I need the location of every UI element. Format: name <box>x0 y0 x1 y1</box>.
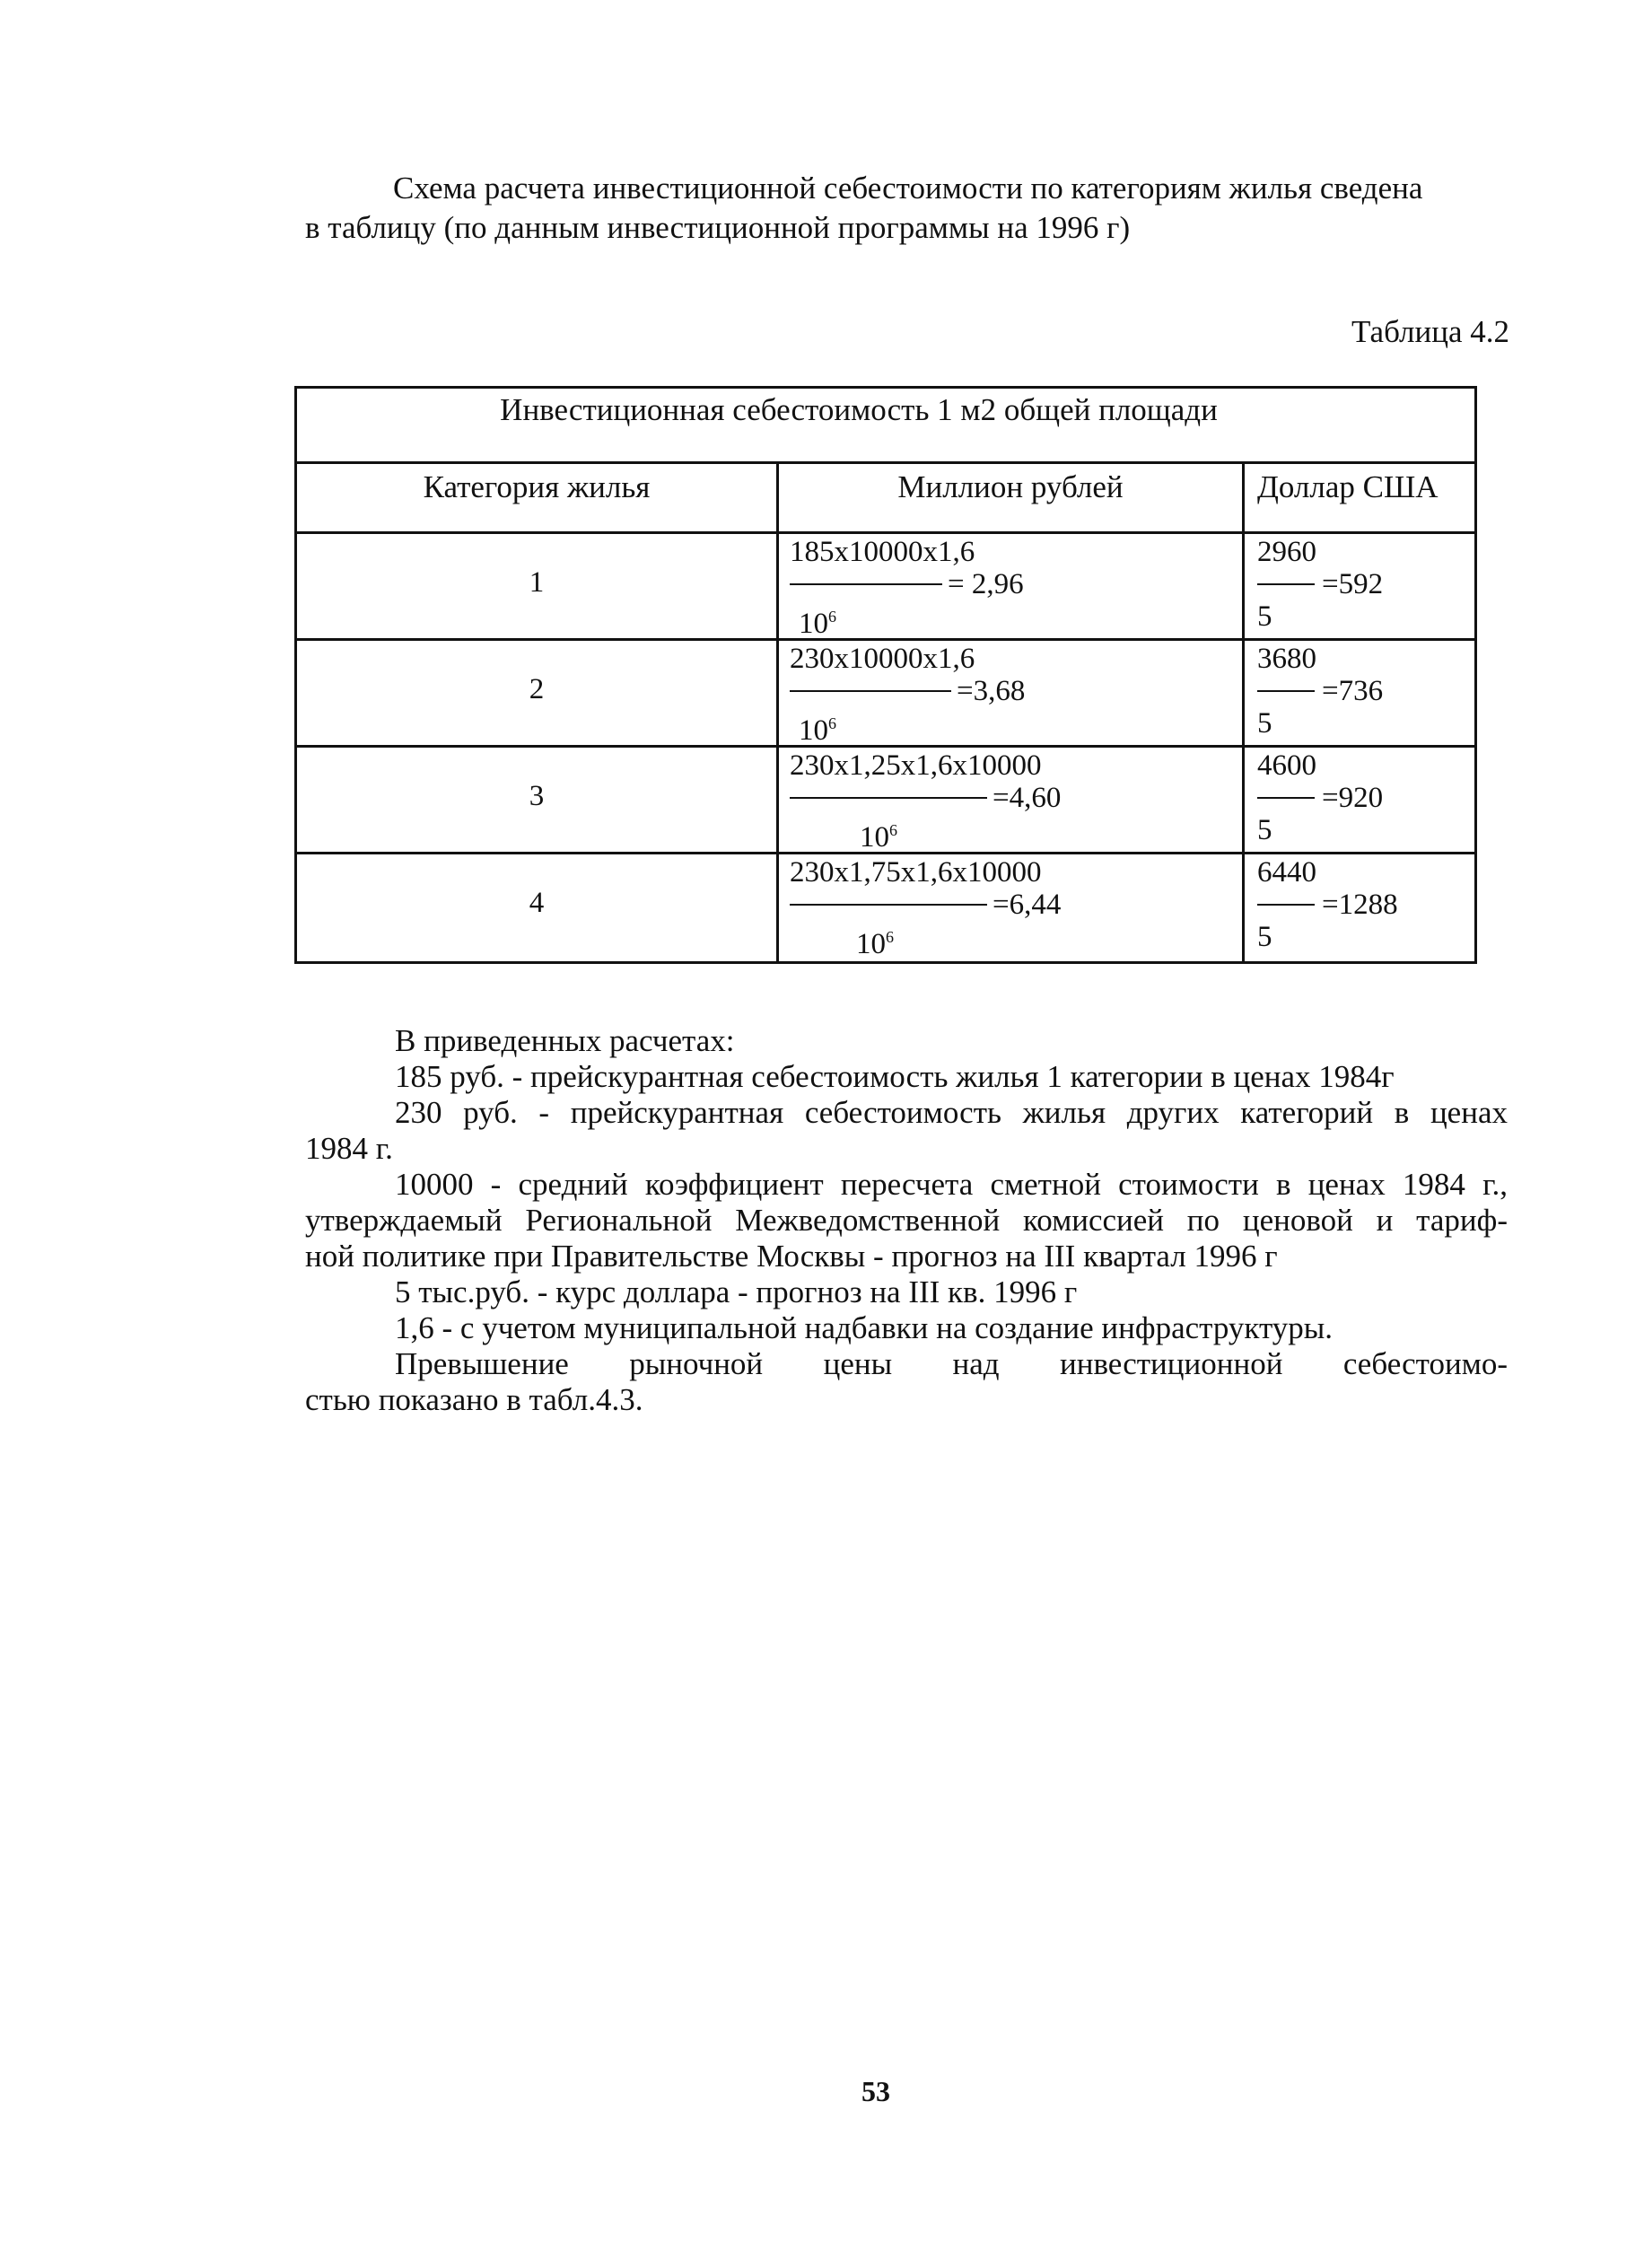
notes-heading: В приведенных расчетах: <box>395 1023 735 1058</box>
fraction-numerator: 185х10000х1,6 <box>790 536 975 568</box>
usd-denominator: 5 <box>1257 707 1272 740</box>
usd-fraction <box>1257 643 1383 740</box>
rubles-fraction <box>790 749 1061 854</box>
fraction-result: =6,44 <box>993 889 1062 921</box>
usd-result: =1288 <box>1322 889 1398 921</box>
category-number: 2 <box>529 673 545 705</box>
rubles-fraction <box>790 536 1024 640</box>
fraction-denominator: $10^6$ <box>799 608 836 640</box>
cost-table <box>294 386 1477 964</box>
usd-denominator: 5 <box>1257 814 1272 846</box>
usd-numerator: 6440 <box>1257 856 1316 889</box>
usd-cell <box>1245 534 1474 638</box>
note-10000-line-1: 10000 - средний коэффициент пересчета сметной стоимости в ценах 1984 г., <box>395 1167 1508 1202</box>
fraction-bar <box>790 904 987 906</box>
usd-numerator: 3680 <box>1257 643 1316 675</box>
usd-denominator: 5 <box>1257 600 1272 633</box>
table-row <box>297 641 1474 748</box>
note-exchange-rate: 5 тыс.руб. - курс доллара - прогноз на III кв. 1996 г <box>395 1274 1078 1309</box>
rubles-cell <box>779 641 1245 745</box>
category-cell <box>297 534 779 638</box>
rubles-fraction <box>790 643 1025 747</box>
calculation-notes <box>305 1023 1508 1418</box>
table-row <box>297 748 1474 854</box>
fraction-result: =3,68 <box>957 675 1026 707</box>
fraction-bar <box>1257 797 1315 799</box>
intro-line-1: Схема расчета инвестиционной себестоимости по категориям жилья сведена <box>393 171 1423 206</box>
fraction-result: = 2,96 <box>948 568 1024 600</box>
note-230-line-1: 230 руб. - прейскурантная себестоимость жилья других категорий в ценах <box>395 1095 1508 1130</box>
note-1-6: 1,6 - с учетом муниципальной надбавки на создание инфраструктуры. <box>395 1310 1334 1345</box>
fraction-denominator: $10^6$ <box>799 714 836 747</box>
fraction-numerator: 230х10000х1,6 <box>790 643 975 675</box>
fraction-bar <box>1257 690 1315 692</box>
category-cell <box>297 641 779 745</box>
usd-cell <box>1245 641 1474 745</box>
fraction-result: =4,60 <box>993 782 1062 814</box>
table-caption: Таблица 4.2 <box>1351 314 1509 349</box>
usd-fraction <box>1257 536 1383 633</box>
rubles-cell <box>779 748 1245 852</box>
category-cell <box>297 854 779 961</box>
usd-denominator: 5 <box>1257 921 1272 953</box>
usd-result: =592 <box>1322 568 1384 600</box>
fraction-bar <box>790 690 951 692</box>
usd-cell <box>1245 748 1474 852</box>
fraction-denominator: $10^6$ <box>860 821 897 854</box>
fraction-bar <box>790 583 942 585</box>
fraction-bar <box>790 797 987 799</box>
category-cell <box>297 748 779 852</box>
usd-numerator: 4600 <box>1257 749 1316 782</box>
rubles-cell <box>779 854 1245 961</box>
intro-paragraph <box>305 169 1508 248</box>
category-number: 3 <box>529 780 545 812</box>
note-market-line-2: стью показано в табл.4.3. <box>305 1382 643 1417</box>
usd-fraction <box>1257 856 1398 953</box>
header-usd: Доллар США <box>1257 469 1438 504</box>
usd-fraction <box>1257 749 1383 846</box>
table-row <box>297 534 1474 641</box>
note-230-line-2: 1984 г. <box>305 1131 393 1166</box>
header-category: Категория жилья <box>297 464 779 531</box>
category-number: 1 <box>529 566 545 599</box>
fraction-numerator: 230х1,25х1,6х10000 <box>790 749 1042 782</box>
fraction-bar <box>1257 904 1315 906</box>
fraction-denominator: $10^6$ <box>856 928 894 960</box>
intro-line-2: в таблицу (по данным инвестиционной программы на 1996 г) <box>305 210 1131 245</box>
fraction-bar <box>1257 583 1315 585</box>
note-market-line-1: Превышение рыночной цены над инвестиционной себестоимо- <box>395 1346 1508 1381</box>
usd-numerator: 2960 <box>1257 536 1316 568</box>
rubles-cell <box>779 534 1245 638</box>
note-10000-line-2: утверждаемый Региональной Межведомственной комиссией по ценовой и тариф- <box>305 1203 1508 1238</box>
table-header-row <box>297 464 1474 534</box>
fraction-numerator: 230х1,75х1,6х10000 <box>790 856 1042 889</box>
usd-result: =920 <box>1322 782 1384 814</box>
usd-cell <box>1245 854 1474 961</box>
page-number: 53 <box>861 2075 890 2107</box>
note-10000-line-3: ной политике при Правительстве Москвы - прогноз на III квартал 1996 г <box>305 1239 1278 1274</box>
table-title: Инвестиционная себестоимость 1 м2 общей площади <box>297 389 1474 464</box>
header-rubles: Миллион рублей <box>779 464 1245 531</box>
rubles-fraction <box>790 856 1061 960</box>
category-number: 4 <box>529 887 545 919</box>
note-185: 185 руб. - прейскурантная себестоимость жилья 1 категории в ценах 1984г <box>395 1059 1395 1094</box>
table-row <box>297 854 1474 961</box>
usd-result: =736 <box>1322 675 1384 707</box>
